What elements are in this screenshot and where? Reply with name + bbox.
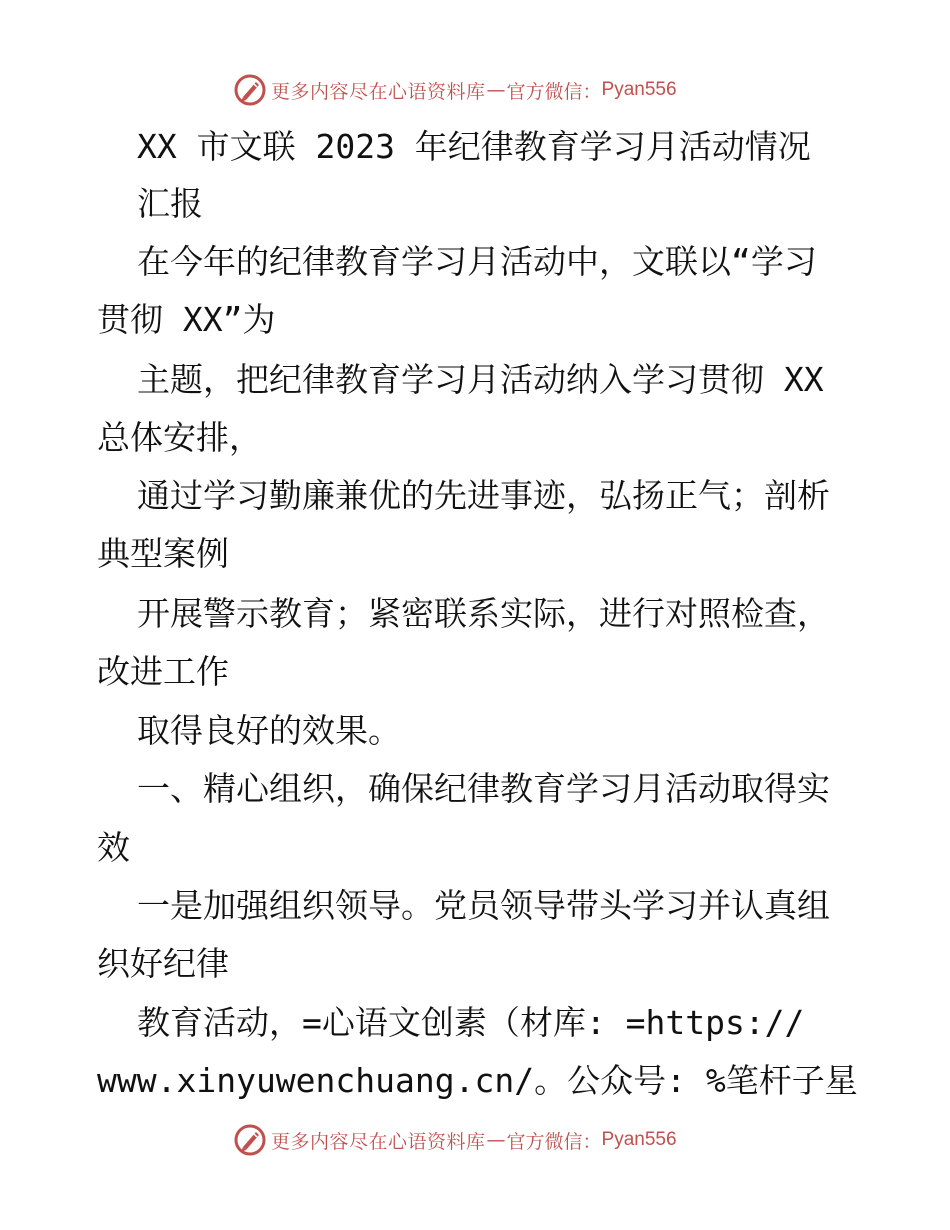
section-heading: 一、精心组织，确保纪律教育学习月活动取得实 — [137, 769, 830, 808]
pen-logo-icon — [233, 1123, 267, 1157]
doc-line: 一是加强组织领导。党员领导带头学习并认真组 — [137, 886, 830, 925]
doc-line: 通过学习勤廉兼优的先进事迹，弘扬正气；剖析 — [137, 476, 830, 515]
pen-logo-icon — [233, 73, 267, 107]
doc-line: 主题，把纪律教育学习月活动纳入学习贯彻 XX — [137, 360, 824, 399]
watermark-library-text: 更多内容尽在心语资料库 — [271, 1130, 486, 1153]
watermark-wechat-id: Pyan556 — [601, 1129, 677, 1150]
doc-line: 典型案例 — [97, 534, 229, 573]
watermark-official-text: 官方微信： — [506, 1130, 602, 1153]
doc-line: 教育活动，=心语文创素（材库: =https:// — [137, 1003, 805, 1042]
doc-line: 开展警示教育；紧密联系实际，进行对照检查， — [137, 594, 830, 633]
doc-line: www.xinyuwenchuang.cn/。公众号: %笔杆子星 — [97, 1061, 858, 1100]
doc-line-title-1: XX 市文联 2023 年纪律教育学习月活动情况 — [137, 127, 811, 166]
watermark-separator: — — [486, 1129, 506, 1151]
watermark-official-text: 官方微信： — [506, 80, 602, 103]
watermark-separator: — — [486, 79, 506, 101]
doc-line: 取得良好的效果。 — [137, 711, 401, 750]
section-heading-continued: 效 — [97, 828, 130, 867]
doc-line-title-2: 汇报 — [137, 184, 203, 223]
doc-line: 织好纪律 — [97, 944, 229, 983]
doc-line: 贯彻 XX”为 — [97, 300, 276, 339]
watermark-library-text: 更多内容尽在心语资料库 — [271, 80, 486, 103]
doc-line: 总体安排， — [97, 418, 262, 457]
watermark-footer — [233, 1122, 677, 1158]
doc-line: 在今年的纪律教育学习月活动中，文联以“学习 — [137, 242, 817, 281]
watermark-wechat-id: Pyan556 — [601, 79, 677, 100]
watermark-header — [233, 72, 677, 108]
doc-line: 改进工作 — [97, 652, 229, 691]
